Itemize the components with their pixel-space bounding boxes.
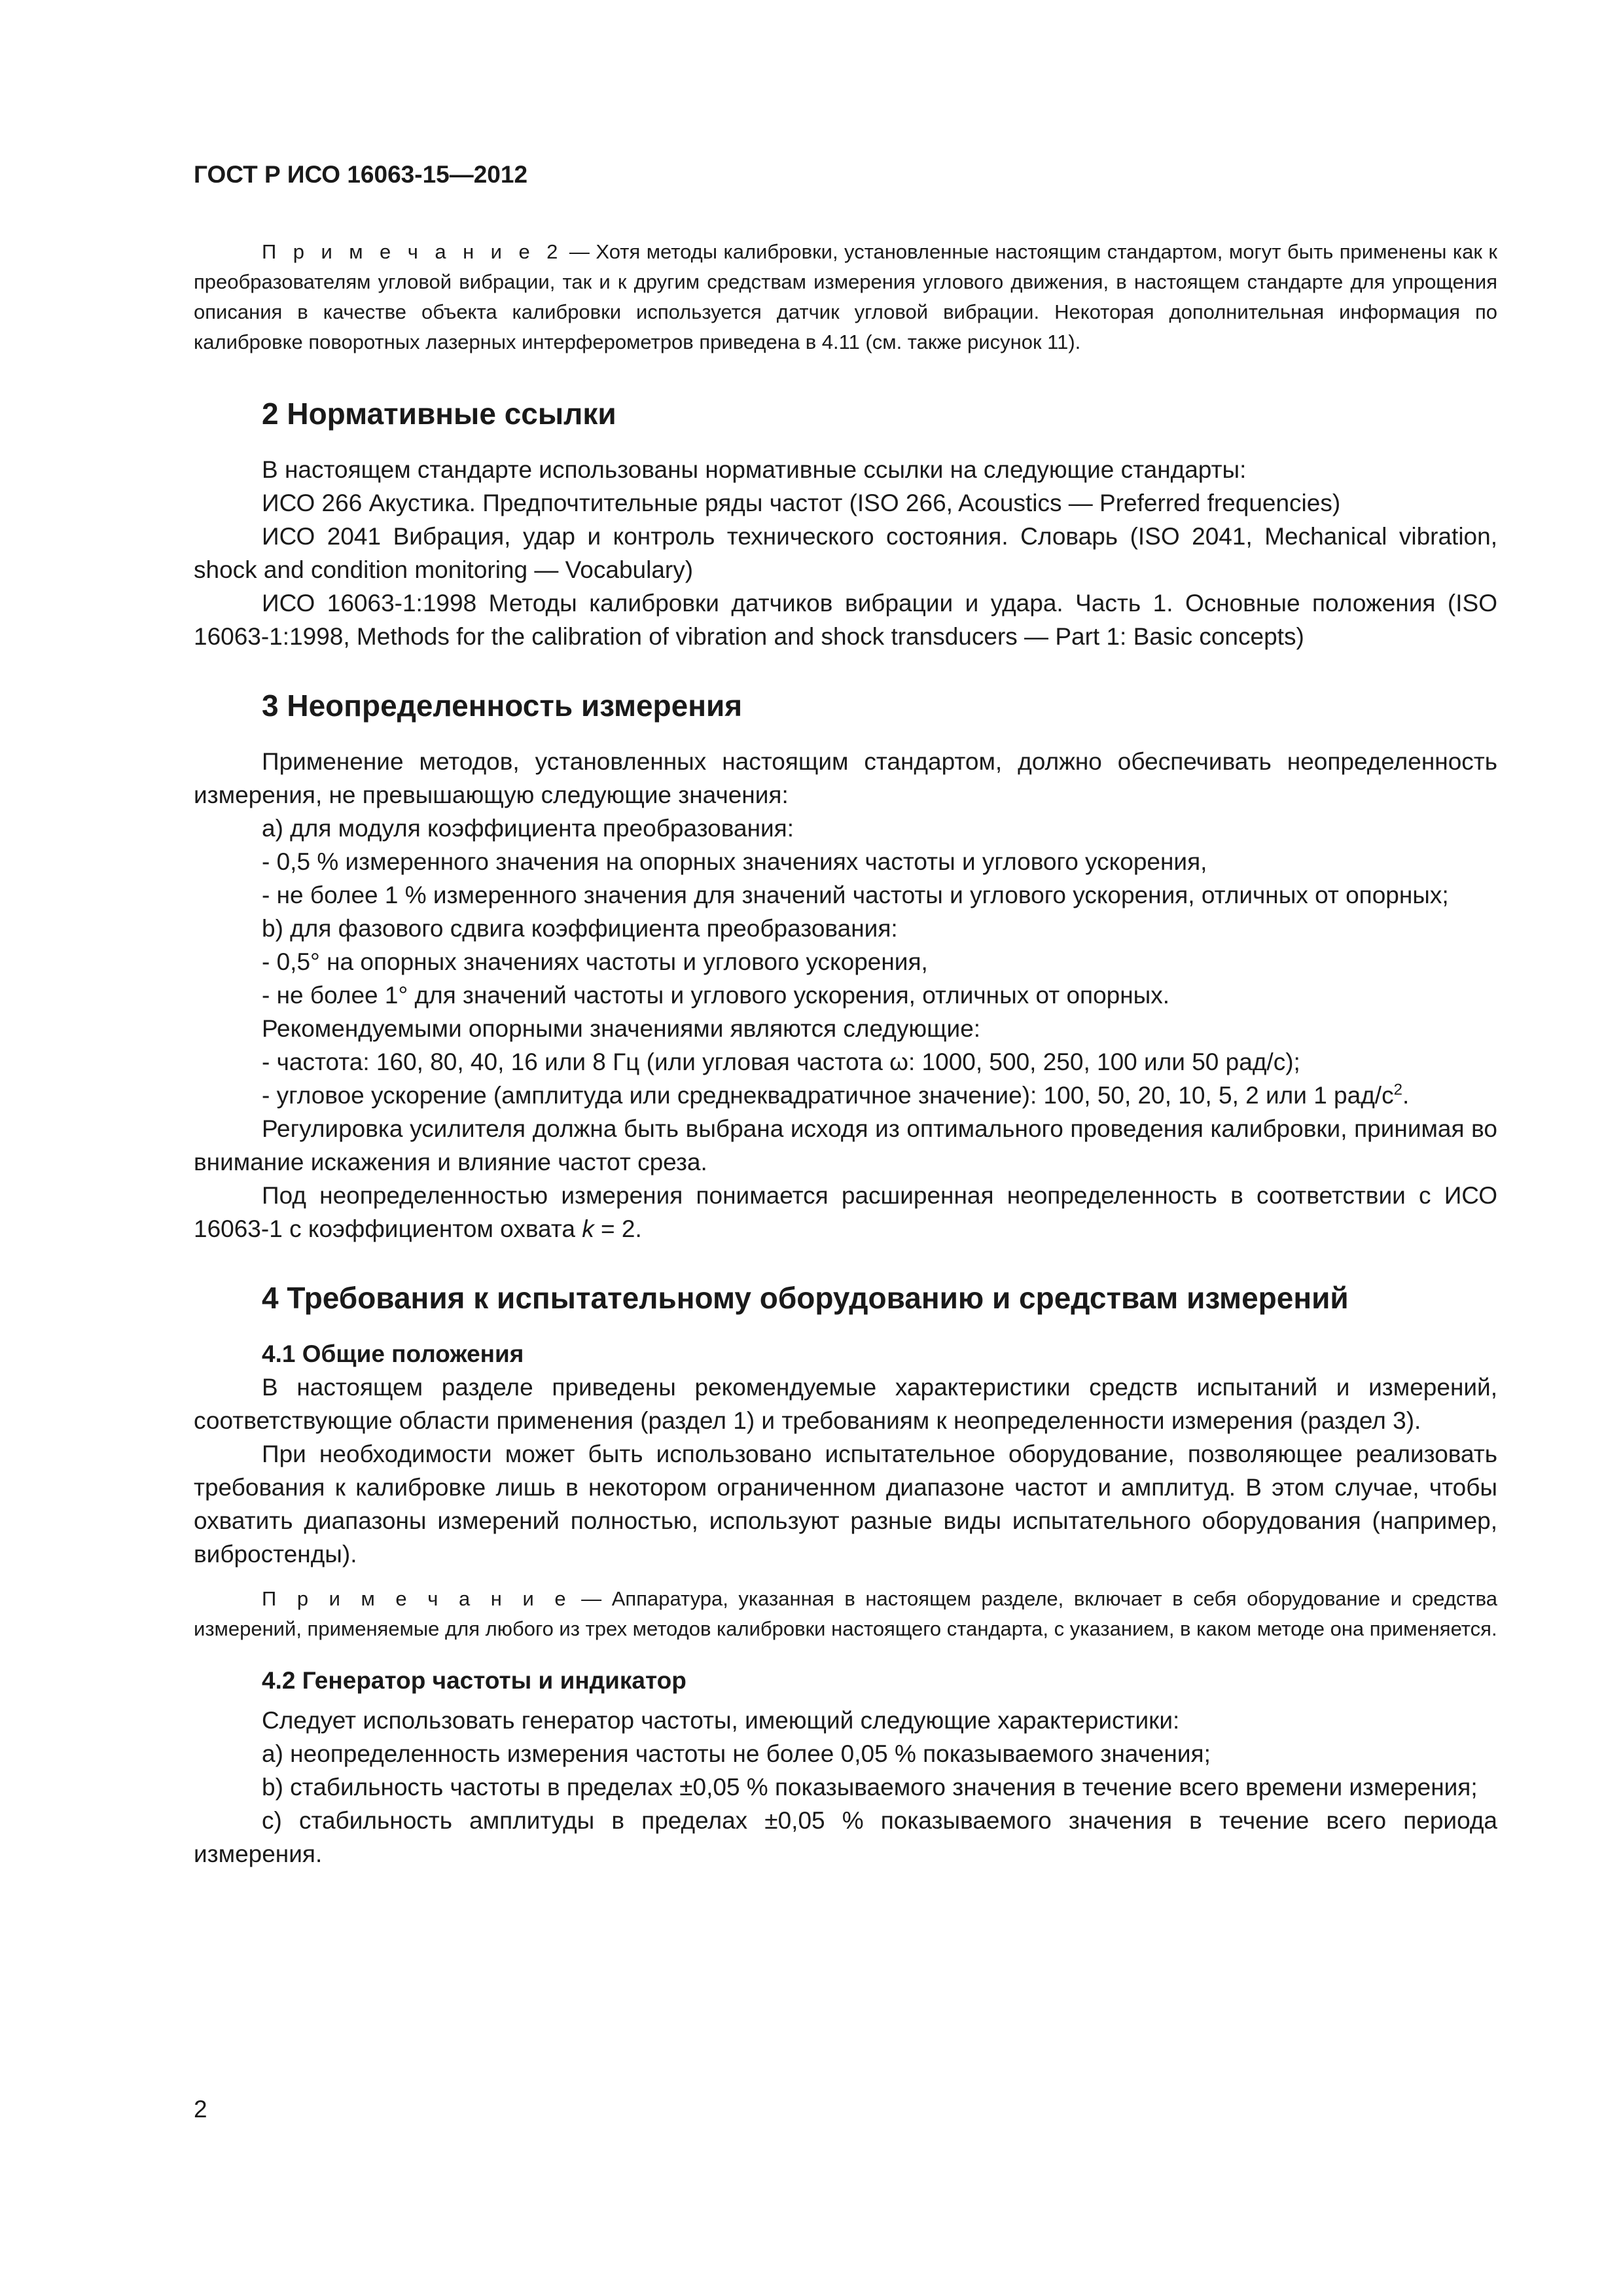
subsection-4-1-paragraph: При необходимости может быть использовано испытательное оборудование, позволяющее реализовать требования к калибровке лишь в некотором ограниченном диапазоне частот и амплитуд. В этом случае, чтобы охватить диапазоны измерений полностью, используют разные виды испытательного оборудования (например, вибростенды). xyxy=(194,1441,1497,1568)
uncertainty-text: Под неопределенностью измерения понимается расширенная неопределенность в соответствии с ИСО 16063-1 с коэффициентом охвата xyxy=(194,1182,1497,1242)
section-3-paragraph: Рекомендуемыми опорными значениями являются следующие: xyxy=(262,1015,981,1042)
section-3-paragraph: - не более 1° для значений частоты и углового ускорения, отличных от опорных. xyxy=(262,982,1170,1009)
section-3-paragraph xyxy=(194,1179,1497,1246)
note-4-1 xyxy=(194,1584,1497,1644)
section-3-paragraph: - частота: 160, 80, 40, 16 или 8 Гц (или угловая частота ω: 1000, 500, 250, 100 или 50 рад/с); xyxy=(262,1049,1300,1075)
period: . xyxy=(1402,1082,1410,1109)
document-header: ГОСТ Р ИСО 16063-15—2012 xyxy=(194,161,528,188)
section-3-paragraph: Применение методов, установленных настоящим стандартом, должно обеспечивать неопределенность измерения, не превышающую следующие значения: xyxy=(194,748,1497,808)
section-2-paragraph: В настоящем стандарте использованы нормативные ссылки на следующие стандарты: xyxy=(262,456,1247,483)
section-3-paragraph: - 0,5 % измеренного значения на опорных значениях частоты и углового ускорения, xyxy=(262,848,1207,875)
section-3-title: 3 Неопределенность измерения xyxy=(262,689,743,723)
subsection-4-1-title: 4.1 Общие положения xyxy=(262,1340,524,1367)
section-4-title: 4 Требования к испытательному оборудованию и средствам измерений xyxy=(262,1281,1349,1315)
note-2-text: — Хотя методы калибровки, установленные настоящим стандартом, могут быть применены как к преобразователям угловой вибрации, так и к другим средствам измерения углового движения, в настоящем стандарте для упрощения описания в качестве объекта калибровки используется датчик угловой вибрации. Некоторая дополнительная информация по калибровке поворотных лазерных интерферометров приведена в 4.11 (см. также рисунок 11). xyxy=(194,240,1497,353)
coverage-factor-symbol: k xyxy=(582,1215,594,1242)
coverage-factor-value: = 2. xyxy=(594,1215,642,1242)
section-2-title: 2 Нормативные ссылки xyxy=(262,397,616,431)
section-2-paragraph: ИСО 16063-1:1998 Методы калибровки датчиков вибрации и удара. Часть 1. Основные положения (ISO 16063-1:1998, Methods for the calibration of vibration and shock transducers — Part 1: Basic concepts) xyxy=(194,590,1497,650)
section-3-paragraph: - 0,5° на опорных значениях частоты и углового ускорения, xyxy=(262,948,928,975)
subsection-4-1-paragraph: В настоящем разделе приведены рекомендуемые характеристики средств испытаний и измерений, соответствующие области применения (раздел 1) и требованиям к неопределенности измерения (раздел 3). xyxy=(194,1374,1497,1434)
angular-acceleration-text: - угловое ускорение (амплитуда или среднеквадратичное значение): 100, 50, 20, 10, 5, 2 или 1 рад/с xyxy=(262,1082,1394,1109)
note-2 xyxy=(194,237,1497,357)
section-3-paragraph: - не более 1 % измеренного значения для значений частоты и углового ускорения, отличных от опорных; xyxy=(262,882,1449,908)
note-4-1-label: П р и м е ч а н и е xyxy=(262,1587,571,1610)
section-3-paragraph: Регулировка усилителя должна быть выбрана исходя из оптимального проведения калибровки, принимая во внимание искажения и влияние частот среза. xyxy=(194,1115,1497,1175)
page-number: 2 xyxy=(194,2096,207,2123)
subsection-4-2-paragraph: b) стабильность частоты в пределах ±0,05 % показываемого значения в течение всего времени измерения; xyxy=(262,1774,1478,1801)
subsection-4-2-title: 4.2 Генератор частоты и индикатор xyxy=(262,1667,687,1694)
note-4-1-text: — Аппаратура, указанная в настоящем разделе, включает в себя оборудование и средства измерений, применяемые для любого из трех методов калибровки настоящего стандарта, с указанием, в каком методе она применяется. xyxy=(194,1587,1497,1640)
note-2-label: П р и м е ч а н и е 2 xyxy=(262,240,563,263)
section-2-paragraph: ИСО 2041 Вибрация, удар и контроль технического состояния. Словарь (ISO 2041, Mechanical vibration, shock and condition monitoring — Vocabulary) xyxy=(194,523,1497,583)
subsection-4-2-paragraph: c) стабильность амплитуды в пределах ±0,05 % показываемого значения в течение всего периода измерения. xyxy=(194,1807,1497,1867)
superscript: 2 xyxy=(1393,1081,1402,1099)
section-3-paragraph: b) для фазового сдвига коэффициента преобразования: xyxy=(262,915,898,942)
document-body xyxy=(194,237,1497,1871)
section-3-paragraph xyxy=(194,1079,1497,1112)
subsection-4-2-paragraph: Следует использовать генератор частоты, имеющий следующие характеристики: xyxy=(262,1707,1180,1734)
section-3-paragraph: a) для модуля коэффициента преобразования: xyxy=(262,815,794,842)
subsection-4-2-paragraph: a) неопределенность измерения частоты не более 0,05 % показываемого значения; xyxy=(262,1740,1211,1767)
section-2-paragraph: ИСО 266 Акустика. Предпочтительные ряды частот (ISO 266, Acoustics — Preferred frequencies) xyxy=(262,490,1341,516)
